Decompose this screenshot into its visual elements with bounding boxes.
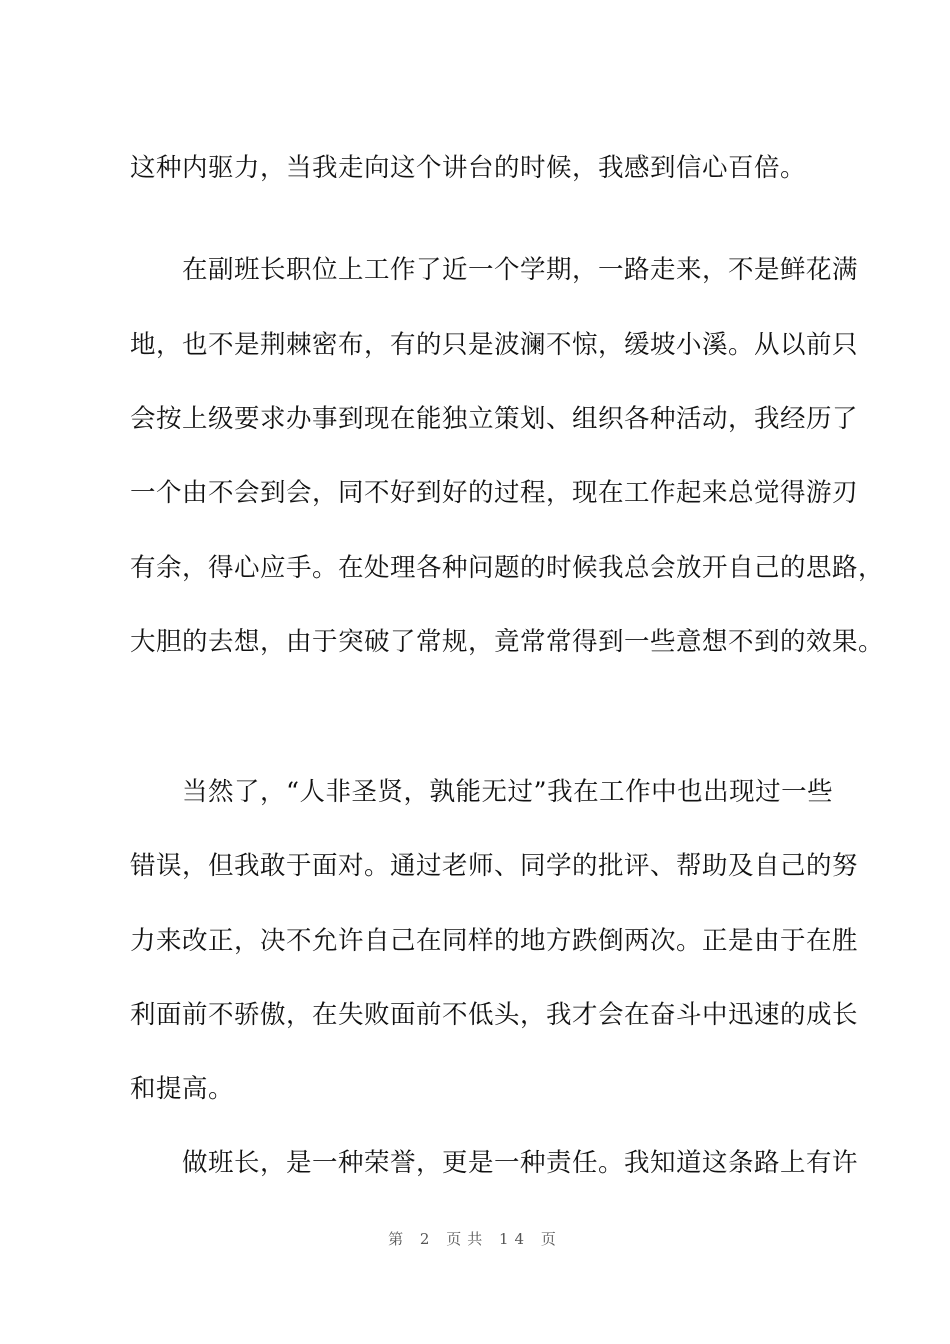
text-line: 一个由不会到会，同不好到好的过程，现在工作起来总觉得游刃: [130, 478, 859, 508]
text-line: 做班长，是一种荣誉，更是一种责任。我知道这条路上有许: [130, 1148, 859, 1178]
text-line: 这种内驱力，当我走向这个讲台的时候，我感到信心百倍。: [130, 153, 807, 183]
text-line: 会按上级要求办事到现在能独立策划、组织各种活动，我经历了: [130, 404, 859, 434]
text-line: 地，也不是荆棘密布，有的只是波澜不惊，缓坡小溪。从以前只: [130, 330, 859, 360]
text-line: 大胆的去想，由于突破了常规，竟常常得到一些意想不到的效果。: [130, 627, 885, 657]
text-line: 和提高。: [130, 1074, 235, 1104]
text-line: 在副班长职位上工作了近一个学期，一路走来，不是鲜花满: [130, 255, 859, 285]
text-line: 当然了，“人非圣贤，孰能无过”我在工作中也出现过一些: [130, 777, 834, 807]
text-line: 有余，得心应手。在处理各种问题的时候我总会放开自己的思路，: [130, 553, 885, 583]
text-line: 力来改正，决不允许自己在同样的地方跌倒两次。正是由于在胜: [130, 926, 859, 956]
text-line: 错误，但我敢于面对。通过老师、同学的批评、帮助及自己的努: [130, 851, 859, 881]
text-line: 利面前不骄傲，在失败面前不低头，我才会在奋斗中迅速的成长: [130, 1000, 859, 1030]
page-number-footer: 第 2 页共 14 页: [388, 1230, 562, 1248]
